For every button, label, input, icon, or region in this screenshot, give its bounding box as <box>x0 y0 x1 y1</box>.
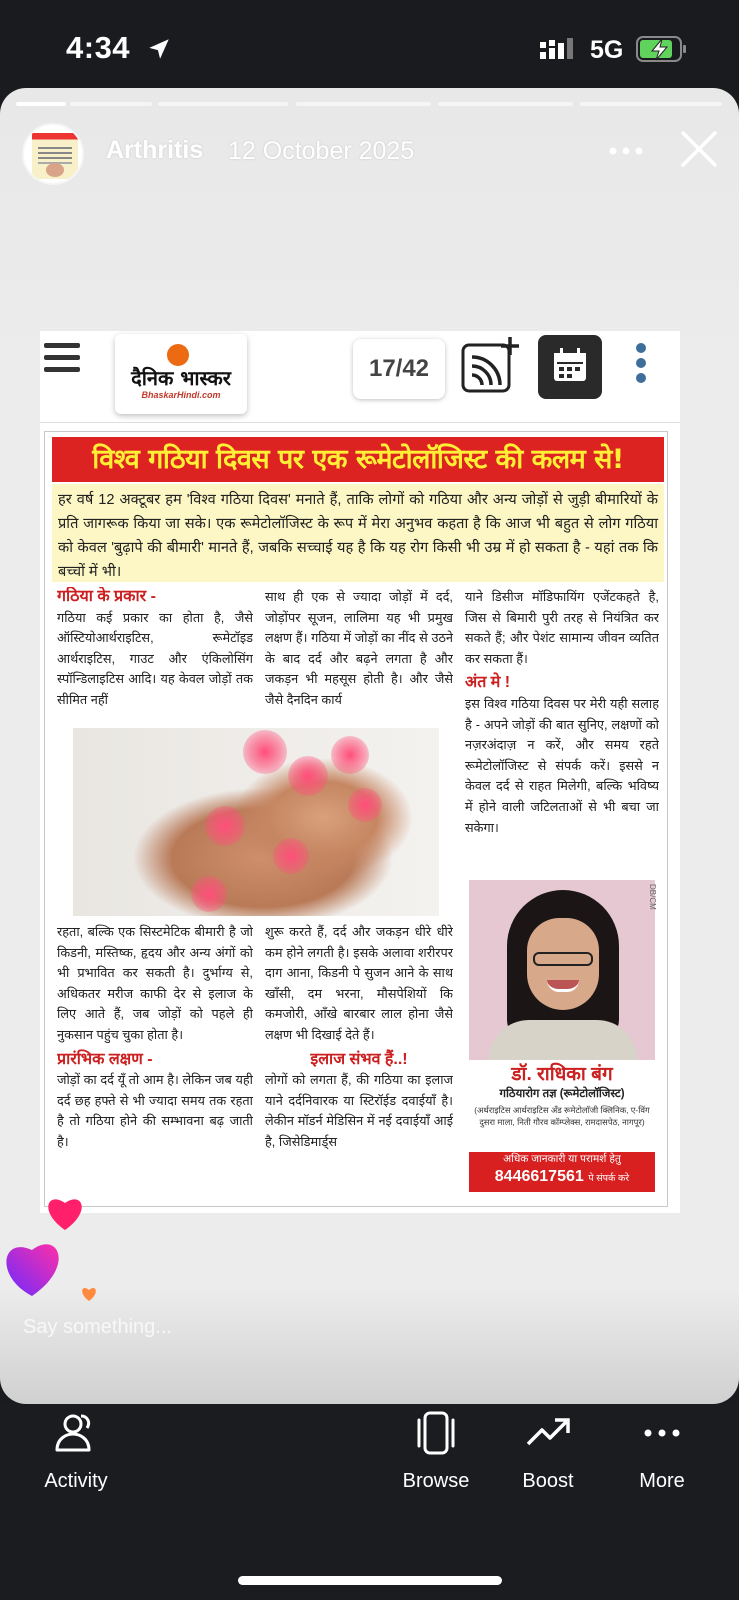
article-headline: विश्व गठिया दिवस पर एक रूमेटोलॉजिस्ट की कलम से! <box>52 437 664 482</box>
nav-boost[interactable] <box>506 1410 590 1510</box>
heart-reaction-icon <box>2 1236 68 1298</box>
col2-bottom-text: शुरू करते हैं, दर्द और जकड़न धीरे धीरे कम होने लगती है। इसके अलावा शरीरपर दाग आना, किडनी पे सुजन आने के साथ खाँसी, दम भरना, मौसपेशियों कि कमजोरी, आँखे बारबार लाल होना जैसे लक्षण भी दिखाई देते हैं। <box>265 924 453 1042</box>
rss-add-icon <box>460 335 522 397</box>
brand-url: BhaskarHindi.com <box>141 390 221 400</box>
doctor-name: डॉ. राधिका बंग <box>511 1064 613 1085</box>
calendar-icon <box>538 335 602 399</box>
more-icon <box>639 1410 685 1456</box>
nav-boost-label: Boost <box>522 1470 574 1492</box>
boost-trend-icon <box>525 1410 571 1456</box>
activity-icon <box>53 1410 99 1456</box>
more-options-icon[interactable] <box>608 136 644 166</box>
doctor-address: (अर्थराइटिस आर्थराइटिस अँड रूमेटोलॉजी क्लिनिक, ए-विंग दुसरा माला, निती गौरव कॉम्प्लेक्स, रामदासपेठ, नागपूर) <box>474 1105 650 1127</box>
heart-reaction-icon <box>44 1195 86 1231</box>
column-3-top <box>465 587 659 879</box>
battery-charging-icon <box>636 36 688 62</box>
story-progress-segment <box>158 102 288 106</box>
column-2-bottom <box>265 922 453 1204</box>
heading-early-symptoms: प्रारंभिक लक्षण - <box>57 1050 153 1068</box>
doctor-title: गठियारोग तज्ञ (रूमेटोलॉजिस्ट) <box>499 1088 625 1100</box>
doctor-photo <box>469 880 655 1060</box>
nav-activity-label: Activity <box>44 1470 108 1492</box>
story-progress-segment <box>70 102 152 106</box>
menu-icon <box>44 343 80 373</box>
article-intro: हर वर्ष 12 अक्टूबर हम 'विश्व गठिया दिवस' मनाते हैं, ताकि लोगों को गठिया और अन्य जोड़ों से जुड़ी बीमारियों के प्रति जागरूक किया जा सके। एक रूमेटोलॉजिस्ट के रूप में मेरा अनुभव कहता है कि आज भी बहुत से लोग गठिया को केवल 'बुढ़ापे की बीमारी' मानते हैं, जबकि सच्चाई यह है कि यह रोग किसी भी उम्र में हो सकता है - यहां तक कि बच्चों में भी। <box>52 484 664 582</box>
story-progress-segment <box>438 102 573 106</box>
newspaper-logo <box>115 334 247 414</box>
nav-browse[interactable] <box>390 1410 482 1510</box>
end-text: इस विश्व गठिया दिवस पर मेरी यही सलाह है - अपने जोड़ों की बात सुनिए, लक्षणों को नज़रअंदाज़ न करें, और समय रहते रूमेटोलॉजिस्ट से संपर्क करें। इससे न केवल दर्द से राहत मिलेगी, बल्कि भविष्य में होने वाली जटिलताओं से भी बचा जा सकेगा। <box>465 695 659 835</box>
network-type: 5G <box>590 36 624 64</box>
epaper-screenshot <box>40 331 680 1213</box>
photo-credit: DB/CM <box>648 884 657 910</box>
status-time: 4:34 <box>66 30 131 65</box>
account-avatar[interactable] <box>22 123 84 185</box>
reply-input[interactable]: Say something... <box>23 1316 172 1338</box>
nav-more[interactable] <box>620 1410 704 1510</box>
heart-reaction-icon <box>80 1286 98 1302</box>
story-progress-active <box>16 102 66 106</box>
close-icon[interactable] <box>680 130 718 168</box>
heading-treatment: इलाज संभव हैं..! <box>310 1050 408 1068</box>
page-counter: 17/42 <box>353 339 445 399</box>
home-indicator[interactable] <box>238 1576 502 1585</box>
status-bar <box>0 0 739 92</box>
col3-text: याने डिसीज मॉडिफायिंग एजेंटकहते है, जिस से बिमारी पुरी तरह से नियंत्रित कर सकते हैं; और पेशंट सामान्य जीवन व्यतित कर सकता हैं। <box>465 589 659 666</box>
brand-name: दैनिक भास्कर <box>131 366 231 390</box>
contact-box <box>469 1152 655 1192</box>
story-viewer[interactable] <box>0 88 739 1404</box>
story-progress-segment <box>580 102 722 106</box>
story-progress-segment <box>296 102 431 106</box>
nav-activity[interactable] <box>30 1410 122 1510</box>
treatment-text: लोगों को लगता हैं, की गठिया का इलाज याने दर्दनिवारक या स्टिरॉईड दवाईयाँ है। लेकीन मॉडर्न मेडिसिन में नई दवाईयाँ आई है, जिसेडिमार्ड्स <box>265 1072 453 1149</box>
contact-line: अधिक जानकारी या परामर्श हेतु <box>503 1153 621 1165</box>
account-name[interactable]: Arthritis <box>106 136 204 164</box>
heading-types: गठिया के प्रकार - <box>57 588 156 605</box>
col1-bottom-text: रहता, बल्कि एक सिस्टमेटिक बीमारी है जो किडनी, मस्तिष्क, हृदय और अन्य अंगों को भी प्रभावित कर सकती है। दुर्भाग्य से, अधिकतर मरीज काफी देर से इलाज के लिए आते हैं, जब जोड़ों को पहले ही नुकसान पहुंच चुका होता है। <box>57 924 253 1042</box>
viewer-more-icon <box>636 343 648 393</box>
arthritis-hands-photo <box>73 728 439 916</box>
types-text: गठिया कई प्रकार का होता है, जैसे ऑस्टियोआर्थराइटिस, रूमेटॉइड आर्थराइटिस, गाउट और एंकिलोसिंग स्पॉन्डिलाइटिस आदि। यह केवल जोड़ों तक सीमित नहीं <box>57 609 253 707</box>
signal-icon <box>540 38 578 60</box>
article-clipping <box>44 431 668 1207</box>
story-date: 12 October 2025 <box>228 137 415 165</box>
phone-suffix: पे संपर्क करे <box>588 1173 630 1184</box>
epaper-toolbar <box>40 331 680 423</box>
location-arrow-icon <box>146 36 172 62</box>
browse-icon <box>413 1410 459 1456</box>
early-text: जोड़ों का दर्द यूँ तो आम है। लेकिन जब यही दर्द छह हफ्ते से भी ज्यादा समय तक रहता है तो गठिया होने की सम्भावना बढ़ जाती है। <box>57 1072 253 1149</box>
nav-more-label: More <box>639 1470 685 1492</box>
column-types <box>57 587 253 723</box>
column-2-top: साथ ही एक से ज्यादा जोड़ों में दर्द, जोड़ोंपर सूजन, लालिमा यह भी प्रमुख लक्षण हैं। गठिया में जोड़ों का नींद से उठने के बाद दर्द और बढ़ने लगता है और जकड़न भी महसूस होती है। और जैसे जैसे दैनदिन कार्य <box>265 589 453 707</box>
heading-end: अंत मे ! <box>465 674 511 692</box>
nav-browse-label: Browse <box>402 1470 470 1492</box>
phone-number: 8446617561 <box>494 1168 584 1185</box>
column-1-bottom <box>57 922 253 1204</box>
